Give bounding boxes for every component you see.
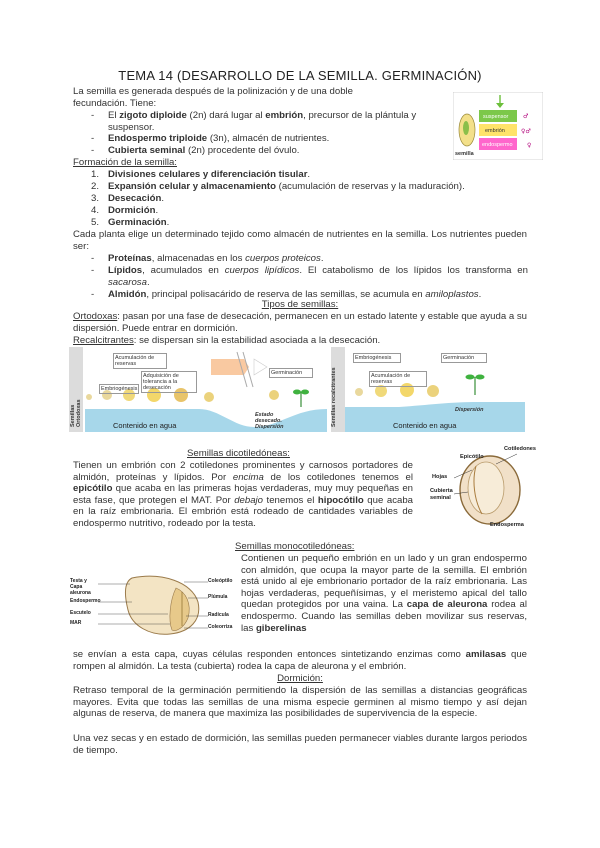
- diagram-side-left: Semillas Ortodoxas: [70, 399, 82, 427]
- dicot-label: Cotiledones: [504, 446, 537, 452]
- diagram-label: Adquisición de tolerancia a la desecación: [141, 371, 197, 393]
- monocot-label: Plúmula: [208, 594, 228, 600]
- diagram-note-right: Dispersión: [455, 407, 484, 413]
- seed-structure-figure: [453, 92, 543, 160]
- diagram-label: Embriogénesis: [353, 353, 401, 363]
- nutriente-proteinas: Proteínas, almacenadas en los cuerpos proteicos.: [108, 253, 324, 264]
- intro-line-2: fecundación. Tiene:: [73, 98, 157, 109]
- dicot-label: Hojas: [432, 474, 448, 480]
- monocot-label: Radícula: [208, 612, 229, 618]
- tipos-ortodoxas: Ortodoxas: pasan por una fase de desecación, permanecen en un estado latente y estable que ayuda a su dispersión. Puede entrar en dormición.: [73, 311, 527, 334]
- dicot-label: Epicótilo: [460, 454, 484, 460]
- formacion-step: Germinación.: [108, 217, 170, 228]
- seed-label-endospermo: endospermo: [482, 142, 513, 148]
- svg-text:♂: ♂: [523, 113, 529, 120]
- svg-text:♀: ♀: [527, 142, 532, 149]
- diagram-label: Germinación: [441, 353, 487, 363]
- monocot-label: Testa y Capa aleurona: [70, 578, 91, 596]
- formacion-step: Desecación.: [108, 193, 164, 204]
- intro-item-cubierta: Cubierta seminal (2n) procedente del óvulo.: [108, 145, 300, 156]
- diagram-label: Embriogénesis: [101, 386, 138, 392]
- seed-caption: semilla: [455, 151, 474, 157]
- nutriente-lipidos: Lípidos, acumulados en cuerpos lipídicos. El catabolismo de los lípidos los transforma en sacarosa.: [108, 265, 528, 288]
- dicot-seed-figure: [424, 448, 544, 530]
- formacion-step: Divisiones celulares y diferenciación tisular.: [108, 169, 311, 180]
- formacion-step: Dormición.: [108, 205, 159, 216]
- monocot-label: MAR: [70, 620, 82, 626]
- formacion-heading: Formación de la semilla:: [73, 157, 177, 168]
- diagram-water-right: Contenido en agua: [393, 421, 457, 430]
- seed-structure-illustration: [453, 92, 543, 160]
- dormicion-p1: Retraso temporal de la germinación permitiendo la dispersión de las semillas a distancias geográficas mayores. Evita que todas las semillas de una misma especie germinen al mismo tiempo y así dejan algunas de reserva, de manera que maximiza las posibilidades de supervivencia de la especie.: [73, 685, 527, 720]
- tipos-recalcitrantes: Recalcitrantes: se dispersan sin la estabilidad asociada a la desecación.: [73, 335, 381, 346]
- monocot-label: Coleóptilo: [208, 578, 233, 584]
- monocot-seed-figure: [70, 574, 240, 638]
- svg-text:♀♂: ♀♂: [521, 128, 531, 135]
- seed-types-diagram: [69, 347, 525, 432]
- dicot-label: Endosperma: [490, 522, 524, 528]
- nutrientes-intro: Cada planta elige un determinado tejido como almacén de nutrientes en la semilla. Los nutrientes pueden ser:: [73, 229, 527, 252]
- diagram-label: Acumulación de reservas: [113, 353, 167, 369]
- tipos-heading: Tipos de semillas:: [261, 299, 339, 310]
- dicot-label: Cubierta seminal: [430, 488, 453, 501]
- intro-line-1: La semilla es generada después de la polinización y de una doble: [73, 86, 354, 97]
- dormicion-p2: Una vez secas y en estado de dormición, las semillas pueden permanecer viables durante largos periodos de tiempo.: [73, 733, 527, 756]
- nutriente-almidon: Almidón, principal polisacárido de reserva de las semillas, se acumula en amiloplastos.: [108, 289, 482, 300]
- monocot-text-cont: se envían a esta capa, cuyas células responden entonces sintetizando enzimas como amilasas que rompen al almidón. La testa (cubierta) rodea la capa de aleurona y el embrión.: [73, 649, 527, 672]
- monocot-heading: Semillas monocotiledóneas:: [235, 541, 355, 552]
- page-title: TEMA 14 (DESARROLLO DE LA SEMILLA. GERMINACIÓN): [118, 68, 482, 83]
- monocot-label: Coleorriza: [208, 624, 233, 630]
- dormicion-heading: Dormición:: [277, 673, 323, 684]
- formacion-step: Expansión celular y almacenamiento (acumulación de reservas y la maduración).: [108, 181, 465, 192]
- diagram-label: Acumulación de reservas: [369, 371, 427, 387]
- diagram-side-right: Semillas recalcitrantes: [331, 367, 337, 427]
- monocot-text: Contienen un pequeño embrión en un lado y un gran endospermo con almidón, que ocupa la mayor parte de la semilla. El embrión está unido al eje embrionario portador de la raíz embrionaria. Las hojas verdaderas, pequeñísimas, y el meristemo apical del tallo quedan protegidos por una vaina. La capa de aleurona rodea al endospermo. Cuando las semillas deben movilizar sus reservas, las giberelinas: [241, 553, 528, 634]
- intro-item-endospermo: Endospermo triploide (3n), almacén de nutrientes.: [108, 133, 330, 144]
- diagram-water-left: Contenido en agua: [113, 421, 177, 430]
- dicot-heading: Semillas dicotiledóneas:: [187, 448, 290, 459]
- diagram-label: Germinación: [269, 368, 313, 378]
- seed-label-suspensor: suspensor: [483, 114, 509, 120]
- diagram-note-left: Estado desecado. Dispersión: [255, 412, 284, 430]
- dicot-text: Tienen un embrión con 2 cotiledones prominentes y carnosos portadores de almidón, proteínas y lípidos. Por encima de los cotiledones tenemos el epicótilo que acaba en las primeras hojas verdaderas, muy muy pequeñas en esta fase, que protegen el MAT. Por debajo tenemos el hipocótilo que acaba en la raíz embrionaria. El embrión está rodeado de cantidades variables de endospermo nutritivo, rodeado por la testa.: [73, 460, 413, 529]
- monocot-label: Endospermo: [70, 598, 101, 604]
- monocot-label: Escutelo: [70, 610, 91, 616]
- intro-item-zigoto: El zigoto diploide (2n) dará lugar al embrión, precursor de la plántula y suspensor.: [108, 110, 417, 133]
- seed-label-embrion: embrión: [485, 128, 505, 134]
